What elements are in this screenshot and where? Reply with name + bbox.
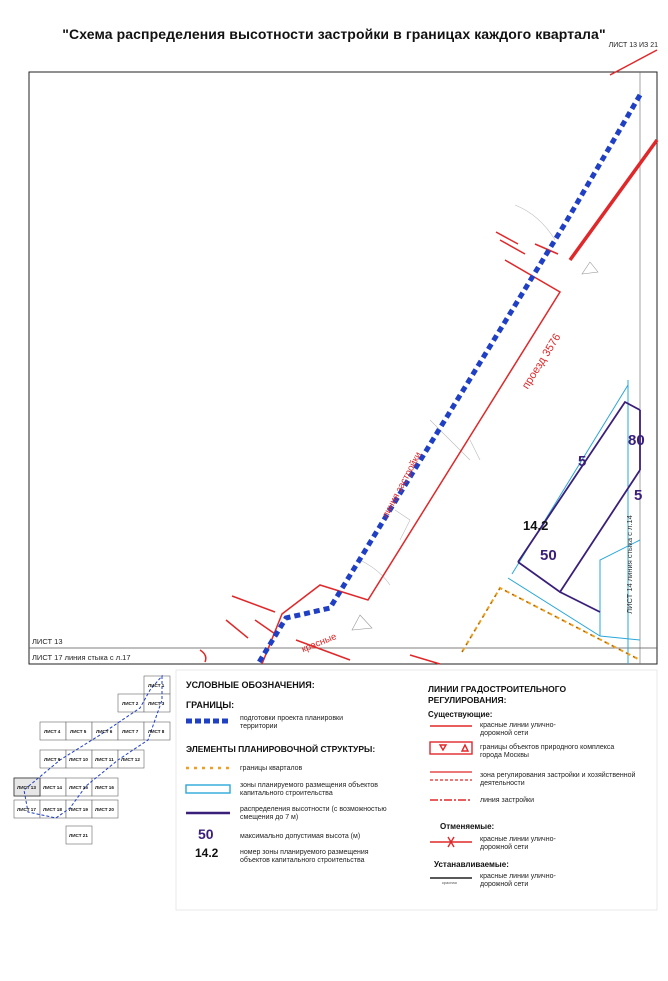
key-cell-9: ЛИСТ 9 bbox=[44, 757, 61, 762]
legend-zone-number: номер зоны планируемого размещения объектов капитального строительства bbox=[240, 849, 369, 864]
legend-ex-zone: зона регулирования застройки и хозяйственной деятельности bbox=[480, 772, 636, 787]
legend-symbol-red-cancel bbox=[430, 837, 472, 847]
legend-symbol-zone bbox=[186, 785, 230, 793]
red-lines bbox=[200, 50, 657, 664]
key-cell-17: ЛИСТ 17 bbox=[17, 807, 36, 812]
key-cell-3: ЛИСТ 3 bbox=[148, 701, 165, 706]
legend-cancel-red: красные линии улично-дорожной сети bbox=[480, 836, 556, 851]
key-cell-2: ЛИСТ 2 bbox=[122, 701, 139, 706]
key-map bbox=[14, 676, 170, 844]
legend-sample-height: 50 bbox=[198, 826, 214, 842]
legend-border-item: подготовки проекта планировки территории bbox=[240, 715, 344, 730]
key-cell-6: ЛИСТ 6 bbox=[96, 729, 113, 734]
key-cell-12: ЛИСТ 12 bbox=[121, 757, 140, 762]
legend-existing: Существующие: bbox=[428, 710, 493, 719]
key-cell-21: ЛИСТ 21 bbox=[69, 833, 88, 838]
map-frame bbox=[29, 72, 657, 664]
sheet-number: ЛИСТ 13 ИЗ 21 bbox=[608, 42, 658, 49]
join-bottom-label: ЛИСТ 17 линия стыка с л.17 bbox=[32, 653, 131, 662]
legend-elements-heading: ЭЛЕМЕНТЫ ПЛАНИРОВОЧНОЙ СТРУКТУРЫ: bbox=[186, 744, 376, 754]
join-right-label: ЛИСТ 14 линия стыка с л.14 bbox=[624, 515, 634, 614]
key-cell-1: ЛИСТ 1 bbox=[148, 683, 165, 688]
planning-boundary bbox=[258, 95, 643, 664]
legend-symbol-zone-reg bbox=[430, 772, 472, 780]
quarter-boundary bbox=[462, 588, 640, 660]
sheet-current-label: ЛИСТ 13 bbox=[32, 637, 63, 646]
legend-symbol-nature bbox=[430, 742, 472, 754]
legend-heading: УСЛОВНЫЕ ОБОЗНАЧЕНИЯ: bbox=[186, 680, 315, 690]
legend-ex-nature: границы объектов природного комплекса города Москвы bbox=[480, 744, 615, 759]
zone-number-label: 14.2 bbox=[523, 518, 549, 533]
legend-est-red: красные линии улично-дорожной сети bbox=[480, 873, 556, 888]
key-cell-14: ЛИСТ 14 bbox=[43, 785, 62, 790]
height-main-label: 50 bbox=[540, 547, 557, 564]
key-cell-16: ЛИСТ 16 bbox=[95, 785, 114, 790]
legend-symbol-red-caption: красная bbox=[442, 880, 457, 885]
page-title: "Схема распределения высотности застройки в границах каждого квартала" bbox=[62, 26, 606, 42]
legend-sample-zone: 14.2 bbox=[195, 846, 219, 860]
key-cell-7: ЛИСТ 7 bbox=[122, 729, 139, 734]
key-cell-5: ЛИСТ 5 bbox=[70, 729, 87, 734]
legend-zones: зоны планируемого размещения объектов капитального строительства bbox=[240, 782, 379, 797]
key-cell-18: ЛИСТ 18 bbox=[43, 807, 62, 812]
legend-cancelled: Отменяемые: bbox=[440, 822, 495, 831]
key-cell-11: ЛИСТ 11 bbox=[95, 757, 114, 762]
red-line-label: красные bbox=[300, 631, 339, 656]
key-cell-13: ЛИСТ 13 bbox=[17, 785, 36, 790]
legend-lines-heading: ЛИНИИ ГРАДОСТРОИТЕЛЬНОГО РЕГУЛИРОВАНИЯ: bbox=[428, 684, 567, 705]
legend-borders-heading: ГРАНИЦЫ: bbox=[186, 700, 235, 710]
key-cell-10: ЛИСТ 10 bbox=[69, 757, 88, 762]
height-small-1-label: 5 bbox=[578, 453, 587, 470]
key-cell-15: ЛИСТ 15 bbox=[69, 785, 88, 790]
height-distribution bbox=[518, 402, 643, 612]
legend-ex-red: красные линии улично-дорожной сети bbox=[480, 722, 556, 737]
legend-max-height: максимально допустимая высота (м) bbox=[240, 833, 361, 840]
height-small-2-label: 5 bbox=[634, 487, 643, 504]
key-cell-8: ЛИСТ 8 bbox=[148, 729, 165, 734]
legend-ex-build: линия застройки bbox=[480, 797, 534, 804]
street-label: проезд 3576 bbox=[520, 331, 564, 392]
legend-established: Устанавливаемые: bbox=[434, 860, 509, 869]
key-cell-20: ЛИСТ 20 bbox=[95, 807, 114, 812]
legend-height-dist: распределения высотности (с возможностью смещения до 7 м) bbox=[240, 806, 387, 821]
height-partial-label: 80 bbox=[628, 432, 645, 449]
building-line-label: линия застройки bbox=[380, 450, 425, 521]
key-cell-4: ЛИСТ 4 bbox=[44, 729, 61, 734]
legend-quarters: границы кварталов bbox=[240, 765, 303, 772]
key-cell-19: ЛИСТ 19 bbox=[69, 807, 88, 812]
